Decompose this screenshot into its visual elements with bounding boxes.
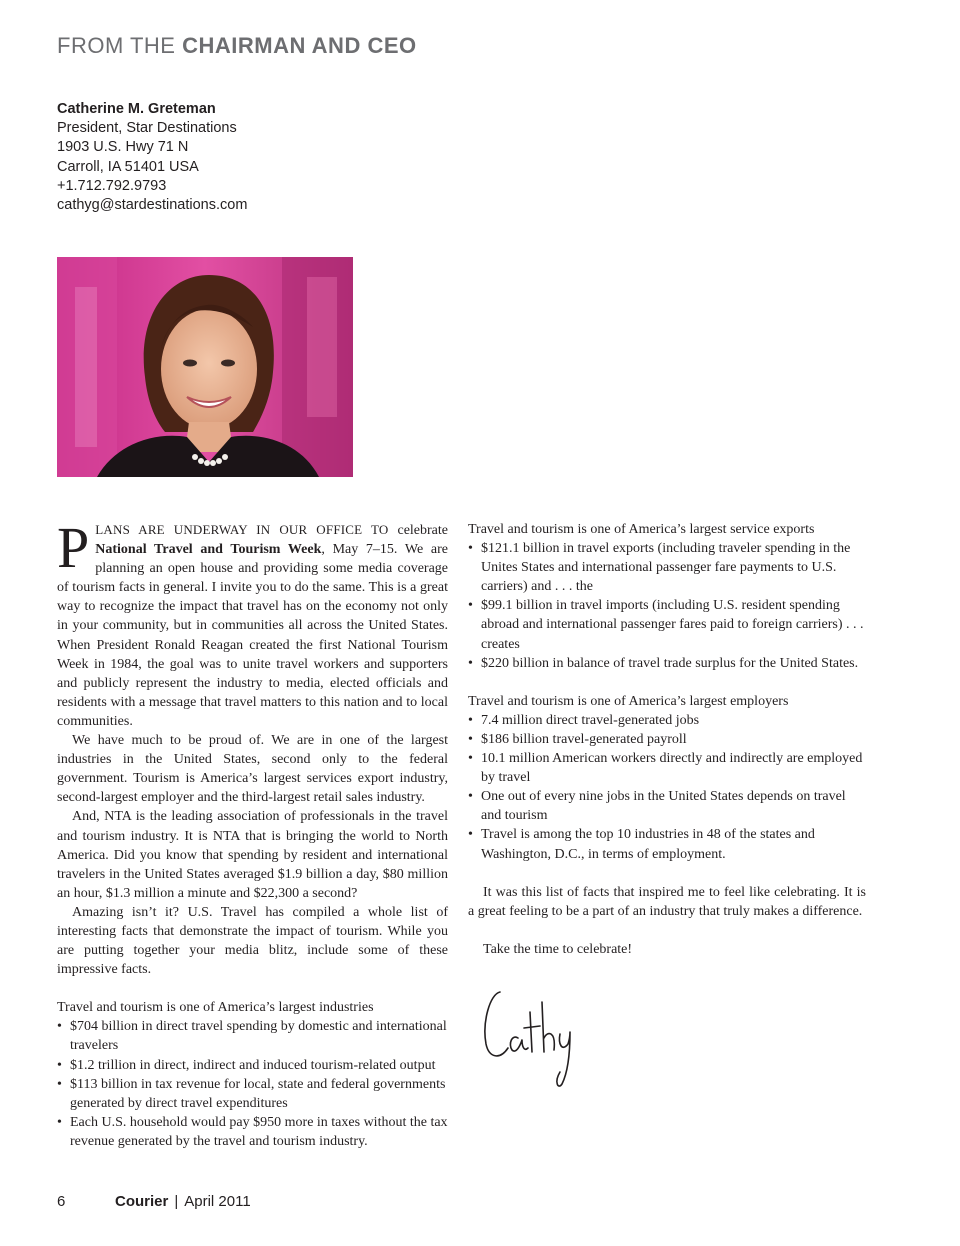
- article-paragraph-3: And, NTA is the leading association of professionals in the travel and tourism industry. It is NTA that is bringing the world to North America. Did you know that spending by resident and international travelers in the United States averaged $1.9 billion a day, $80 million an hour, $1.3 million a minute and $22,300 a second?: [57, 809, 448, 901]
- list-item: • $113 billion in tax revenue for local, state and federal governments generated by direct travel expenditures: [57, 1075, 448, 1113]
- contact-address-line-2: Carroll, IA 51401 USA: [57, 158, 199, 175]
- list-item: • $186 billion travel-generated payroll: [468, 730, 866, 749]
- publication-name: Courier: [115, 1193, 169, 1210]
- contact-name: Catherine M. Greteman: [57, 101, 216, 117]
- list-1-title: Travel and tourism is one of America’s largest industries: [57, 1000, 374, 1016]
- article-paragraph-2: We have much to be proud of. We are in one of the largest industries in the United States, second only to the federal government. Tourism is America’s largest services export industry, second-largest employer and the third-largest retail sales industry.: [57, 733, 448, 806]
- lead-in-caps: LANS ARE UNDERWAY IN OUR OFFICE TO: [95, 522, 389, 537]
- list-item: • $99.1 billion in travel imports (including U.S. resident spending abroad and international passenger fares paid to foreign carriers) . . . creates: [468, 596, 866, 653]
- header-prefix: FROM THE: [57, 33, 176, 58]
- list-item: • $220 billion in balance of travel trade surplus for the United States.: [468, 654, 866, 673]
- article-right-column: [468, 520, 866, 959]
- signature: [478, 982, 588, 1092]
- contact-role: President, Star Destinations: [57, 120, 237, 137]
- contact-phone: +1.712.792.9793: [57, 177, 167, 194]
- list-item: • $121.1 billion in travel exports (including traveler spending in the Unites States and international passenger fare payments to U.S. carriers) and . . . the: [468, 539, 866, 596]
- article-left-column: [57, 515, 448, 1151]
- portrait-photo: [57, 257, 353, 477]
- list-2-title: Travel and tourism is one of America’s largest service exports: [468, 522, 815, 537]
- list-item: • $1.2 trillion in direct, indirect and induced tourism-related output: [57, 1056, 448, 1075]
- closing-line: Take the time to celebrate!: [483, 941, 633, 957]
- contact-block: [57, 100, 247, 215]
- list-item: • Travel is among the top 10 industries in 48 of the states and Washington, D.C., in terms of employment.: [468, 825, 866, 863]
- list-item: • 7.4 million direct travel-generated jobs: [468, 711, 866, 730]
- article-paragraph-4: Amazing isn’t it? U.S. Travel has compiled a whole list of interesting facts that demonstrate the impact of tourism. While you are putting together your media blitz, include some of these impressive facts.: [57, 904, 448, 978]
- header-title: CHAIRMAN AND CEO: [182, 33, 417, 58]
- page-number: 6: [57, 1193, 66, 1210]
- paragraph-1-text-b: , May 7–15. We are planning an open house and providing some media coverage of tourism facts in general. I invite you to do the same. This is a great way to recognize the impact that travel has on the economy not only in your community, but in communities all across the United States. When President Ronald Reagan created the first National Tourism Week in 1984, the goal was to unite travel workers and supporters and publicly represent the industry to media, elected officials and residents with a message that travel matters to this nation and to local communities.: [57, 542, 448, 729]
- list-item: • Each U.S. household would pay $950 more in taxes without the tax revenue generated by the travel and tourism industry.: [57, 1113, 448, 1151]
- contact-address-line-1: 1903 U.S. Hwy 71 N: [57, 139, 189, 156]
- paragraph-1-text-a: celebrate: [388, 523, 448, 538]
- closing-paragraph: It was this list of facts that inspired me to feel like celebrating. It is a great feeling to be a part of an industry that truly makes a difference.: [468, 884, 866, 919]
- footer-separator: |: [174, 1193, 179, 1210]
- section-header: [57, 33, 417, 59]
- list-1: [57, 1017, 448, 1151]
- issue-date: April 2011: [184, 1193, 251, 1210]
- publication-info: [115, 1193, 251, 1210]
- drop-cap: P: [57, 515, 90, 580]
- contact-email[interactable]: cathyg@stardestinations.com: [57, 197, 248, 214]
- list-item: • One out of every nine jobs in the United States depends on travel and tourism: [468, 787, 866, 825]
- event-name: National Travel and Tourism Week: [95, 542, 322, 558]
- list-2: [468, 539, 866, 673]
- article-paragraph-1: [57, 515, 448, 731]
- list-3: [468, 711, 866, 864]
- list-item: • $704 billion in direct travel spending by domestic and international travelers: [57, 1017, 448, 1055]
- list-item: • 10.1 million American workers directly and indirectly are employed by travel: [468, 749, 866, 787]
- list-3-title: Travel and tourism is one of America’s largest employers: [468, 693, 789, 709]
